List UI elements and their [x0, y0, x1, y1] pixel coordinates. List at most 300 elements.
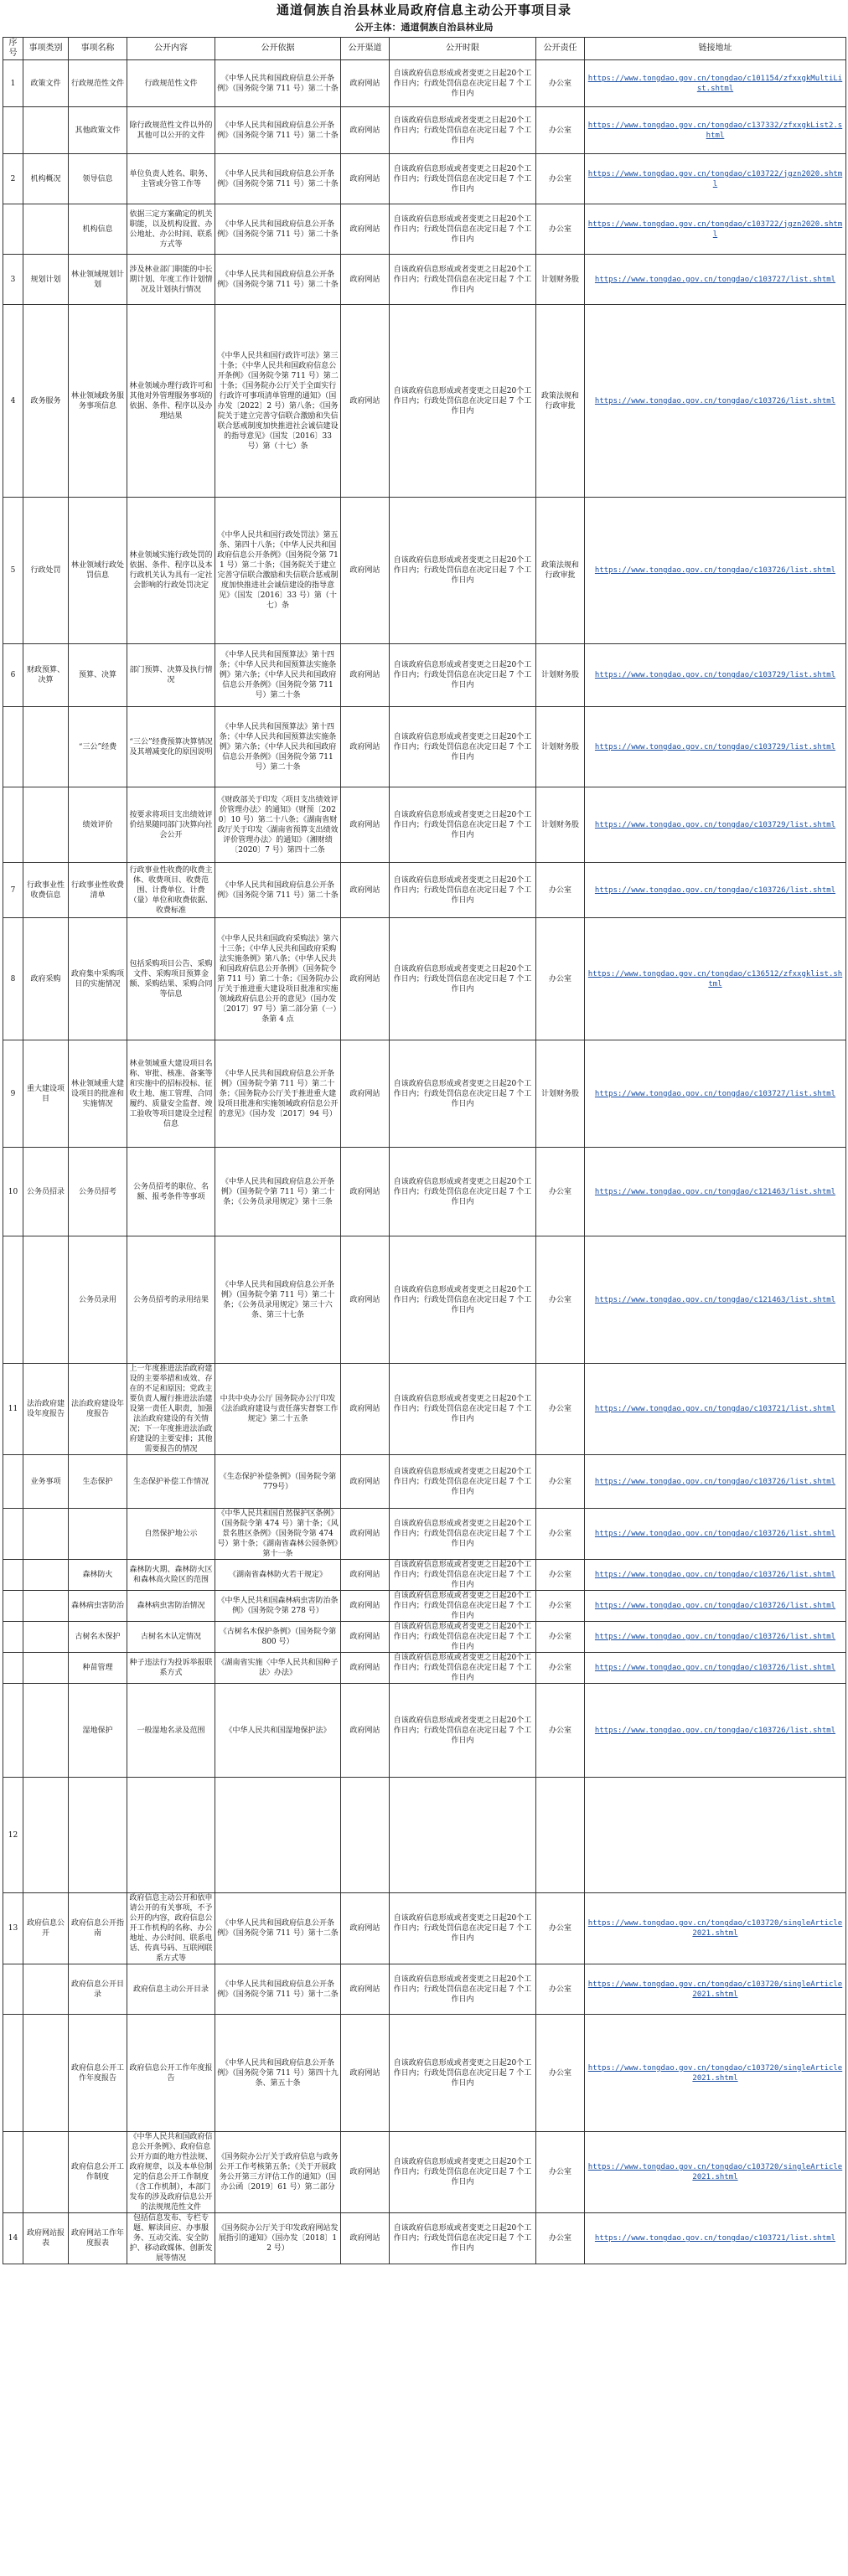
time-limit-cell: 自该政府信息形成或者变更之日起20个工作日内；行政处罚信息在决定日起 7 个工作日内: [390, 1684, 536, 1778]
row-number: 9: [3, 1040, 23, 1148]
link-cell[interactable]: https://www.tongdao.gov.cn/tongdao/c103729/list.shtml: [585, 787, 846, 863]
content-cell: 包括采购项目公告、采购文件、采购项目预算金额、采购结果、采购合同等信息: [127, 918, 215, 1040]
row-number: [3, 1560, 23, 1591]
link-cell[interactable]: https://www.tongdao.gov.cn/tongdao/c103726/list.shtml: [585, 1653, 846, 1684]
link-cell[interactable]: https://www.tongdao.gov.cn/tongdao/c103726/list.shtml: [585, 1455, 846, 1509]
time-limit-cell: 自该政府信息形成或者变更之日起20个工作日内；行政处罚信息在决定日起 7 个工作日内: [390, 2132, 536, 2213]
content-cell: 种子违法行为投诉举报联系方式: [127, 1653, 215, 1684]
responsibility-cell: 办公室: [536, 60, 585, 107]
basis-cell: 《中华人民共和国森林病虫害防治条例》（国务院令第 278 号）: [215, 1591, 341, 1622]
row-number: 13: [3, 1893, 23, 1964]
time-limit-cell: 自该政府信息形成或者变更之日起20个工作日内；行政处罚信息在决定日起 7 个工作日内: [390, 305, 536, 498]
category-cell: [23, 1778, 69, 1893]
column-header: 公开责任: [536, 38, 585, 60]
category-cell: [23, 1591, 69, 1622]
time-limit-cell: 自该政府信息形成或者变更之日起20个工作日内；行政处罚信息在决定日起 7 个工作日内: [390, 60, 536, 107]
row-number: [3, 1236, 23, 1364]
category-cell: [23, 1622, 69, 1653]
channel-cell: 政府网站: [341, 1653, 390, 1684]
page-title: 通道侗族自治县林业局政府信息主动公开事项目录: [276, 3, 571, 18]
row-number: 12: [3, 1778, 23, 1893]
item-name-cell: 行政事业性收费清单: [69, 863, 127, 918]
time-limit-cell: 自该政府信息形成或者变更之日起20个工作日内；行政处罚信息在决定日起 7 个工作日内: [390, 1964, 536, 2015]
content-cell: 行政规范性文件: [127, 60, 215, 107]
row-number: 11: [3, 1364, 23, 1455]
category-cell: 行政事业性收费信息: [23, 863, 69, 918]
time-limit-cell: 自该政府信息形成或者变更之日起20个工作日内；行政处罚信息在决定日起 7 个工作日内: [390, 863, 536, 918]
responsibility-cell: 政策法规和行政审批: [536, 305, 585, 498]
row-number: 6: [3, 644, 23, 707]
category-cell: 公务员招录: [23, 1148, 69, 1236]
item-name-cell: 森林防火: [69, 1560, 127, 1591]
time-limit-cell: 自该政府信息形成或者变更之日起20个工作日内；行政处罚信息在决定日起 7 个工作日内: [390, 644, 536, 707]
table-row: [3, 1591, 846, 1622]
row-number: 14: [3, 2213, 23, 2264]
category-cell: 法治政府建设年度报告: [23, 1364, 69, 1455]
row-number: 10: [3, 1148, 23, 1236]
item-name-cell: 古树名木保护: [69, 1622, 127, 1653]
responsibility-cell: 计划财务股: [536, 644, 585, 707]
row-number: [3, 1684, 23, 1778]
responsibility-cell: 办公室: [536, 154, 585, 204]
category-cell: [23, 1509, 69, 1560]
table-row: [3, 1778, 846, 1893]
channel-cell: [341, 1778, 390, 1893]
responsibility-cell: 办公室: [536, 1684, 585, 1778]
category-cell: [23, 107, 69, 154]
link-cell[interactable]: https://www.tongdao.gov.cn/tongdao/c103721/list.shtml: [585, 1364, 846, 1455]
category-cell: [23, 2015, 69, 2132]
link-cell[interactable]: https://www.tongdao.gov.cn/tongdao/c103726/list.shtml: [585, 1622, 846, 1653]
channel-cell: 政府网站: [341, 2132, 390, 2213]
content-cell: 林业领域实施行政处罚的依据、条件、程序以及本行政机关认为具有一定社会影响的行政处罚决定: [127, 498, 215, 644]
responsibility-cell: 办公室: [536, 2015, 585, 2132]
time-limit-cell: [390, 1778, 536, 1893]
channel-cell: 政府网站: [341, 60, 390, 107]
link-cell[interactable]: https://www.tongdao.gov.cn/tongdao/c121463/list.shtml: [585, 1236, 846, 1364]
basis-cell: 《中华人民共和国自然保护区条例》（国务院令第 474 号）第十条；《风景名胜区条例》（国务院令第 474 号）第十条；《湖南省森林公园条例》第十一条: [215, 1509, 341, 1560]
row-number: [3, 1964, 23, 2015]
content-cell: [127, 1778, 215, 1893]
channel-cell: 政府网站: [341, 1622, 390, 1653]
basis-cell: [215, 1778, 341, 1893]
content-cell: 上一年度推进法治政府建设的主要举措和成效、存在的不足和原因；党政主要负责人履行推进法治建设第一责任人职责，加强法治政府建设的有关情况；下一年度推进法治政府建设的主要安排；其他需要报告的情况: [127, 1364, 215, 1455]
content-cell: “三公”经费预算决算情况及其增减变化的原因说明: [127, 707, 215, 787]
table-row: [3, 1455, 846, 1509]
basis-cell: 《古树名木保护条例》（国务院令第 800 号）: [215, 1622, 341, 1653]
table-row: [3, 2132, 846, 2213]
time-limit-cell: 自该政府信息形成或者变更之日起20个工作日内；行政处罚信息在决定日起 7 个工作日内: [390, 1893, 536, 1964]
item-name-cell: 其他政策文件: [69, 107, 127, 154]
category-cell: 财政预算、决算: [23, 644, 69, 707]
time-limit-cell: 自该政府信息形成或者变更之日起20个工作日内；行政处罚信息在决定日起 7 个工作日内: [390, 204, 536, 255]
item-name-cell: [69, 1509, 127, 1560]
content-cell: 包括信息发布、专栏专题、解读回应、办事服务、互动交流、安全防护、移动政媒体、创新发展等情况: [127, 2213, 215, 2264]
channel-cell: 政府网站: [341, 863, 390, 918]
item-name-cell: 行政规范性文件: [69, 60, 127, 107]
responsibility-cell: 办公室: [536, 2132, 585, 2213]
responsibility-cell: 办公室: [536, 1364, 585, 1455]
item-name-cell: 政府信息公开目录: [69, 1964, 127, 2015]
row-number: 8: [3, 918, 23, 1040]
basis-cell: 《中华人民共和国政府信息公开条例》（国务院令第 711 号）第十二条: [215, 1893, 341, 1964]
item-name-cell: 公务员招考: [69, 1148, 127, 1236]
table-row: [3, 60, 846, 107]
channel-cell: 政府网站: [341, 1684, 390, 1778]
content-cell: 《中华人民共和国政府信息公开条例》、政府信息公开方面的地方性法规、政府规章，以及本单位制定的信息公开工作制度（含工作机制），本部门发布的涉及政府信息公开的法规规范性文件: [127, 2132, 215, 2213]
responsibility-cell: 政策法规和行政审批: [536, 498, 585, 644]
link-cell[interactable]: https://www.tongdao.gov.cn/tongdao/c103722/jgzn2020.shtml: [585, 204, 846, 255]
basis-cell: 《中华人民共和国政府采购法》第六十三条；《中华人民共和国政府采购法实施条例》第八条；《中华人民共和国政府信息公开条例》（国务院令第 711 号）第二十条；《国务院办公厅关于推进重大建设项目批准和实施领域政府信息公开的意见》（国办发〔2017〕97 号）第二部分第（一）条第 4 点: [215, 918, 341, 1040]
time-limit-cell: 自该政府信息形成或者变更之日起20个工作日内；行政处罚信息在决定日起 7 个工作日内: [390, 1509, 536, 1560]
column-header: 链接地址: [585, 38, 846, 60]
table-row: [3, 1148, 846, 1236]
basis-cell: 《中华人民共和国政府信息公开条例》（国务院令第 711 号）第二十条: [215, 204, 341, 255]
link-cell[interactable]: https://www.tongdao.gov.cn/tongdao/c103727/list.shtml: [585, 255, 846, 305]
channel-cell: 政府网站: [341, 2015, 390, 2132]
basis-cell: 《中华人民共和国政府信息公开条例》（国务院令第 711 号）第二十条: [215, 255, 341, 305]
item-name-cell: 湿地保护: [69, 1684, 127, 1778]
link-cell[interactable]: https://www.tongdao.gov.cn/tongdao/c103720/singleArticle2021.shtml: [585, 2015, 846, 2132]
category-cell: [23, 204, 69, 255]
responsibility-cell: [536, 1778, 585, 1893]
basis-cell: 《中华人民共和国政府信息公开条例》（国务院令第 711 号）第十二条: [215, 1964, 341, 2015]
category-cell: 重大建设项目: [23, 1040, 69, 1148]
time-limit-cell: 自该政府信息形成或者变更之日起20个工作日内；行政处罚信息在决定日起 7 个工作日内: [390, 1040, 536, 1148]
time-limit-cell: 自该政府信息形成或者变更之日起20个工作日内；行政处罚信息在决定日起 7 个工作日内: [390, 1653, 536, 1684]
time-limit-cell: 自该政府信息形成或者变更之日起20个工作日内；行政处罚信息在决定日起 7 个工作日内: [390, 1455, 536, 1509]
basis-cell: 中共中央办公厅 国务院办公厅印发《法治政府建设与责任落实督察工作规定》第二十五条: [215, 1364, 341, 1455]
responsibility-cell: 办公室: [536, 1893, 585, 1964]
content-cell: 除行政规范性文件以外的其他可以公开的文件: [127, 107, 215, 154]
time-limit-cell: 自该政府信息形成或者变更之日起20个工作日内；行政处罚信息在决定日起 7 个工作日内: [390, 918, 536, 1040]
responsibility-cell: 办公室: [536, 1560, 585, 1591]
table-row: [3, 1653, 846, 1684]
channel-cell: 政府网站: [341, 1236, 390, 1364]
column-header: 公开内容: [127, 38, 215, 60]
row-number: 3: [3, 255, 23, 305]
column-header: 公开时限: [390, 38, 536, 60]
row-number: 1: [3, 60, 23, 107]
link-cell[interactable]: https://www.tongdao.gov.cn/tongdao/c121463/list.shtml: [585, 1148, 846, 1236]
responsibility-cell: 办公室: [536, 863, 585, 918]
content-cell: 部门预算、决算及执行情况: [127, 644, 215, 707]
channel-cell: 政府网站: [341, 107, 390, 154]
link-cell[interactable]: https://www.tongdao.gov.cn/tongdao/c103720/singleArticle2021.shtml: [585, 1964, 846, 2015]
item-name-cell: 法治政府建设年度报告: [69, 1364, 127, 1455]
category-cell: [23, 2132, 69, 2213]
category-cell: 规划计划: [23, 255, 69, 305]
basis-cell: 《中华人民共和国预算法》第十四条；《中华人民共和国预算法实施条例》第六条；《中华人民共和国政府信息公开条例》（国务院令第 711 号）第二十条: [215, 644, 341, 707]
table-row: [3, 787, 846, 863]
table-row: [3, 255, 846, 305]
responsibility-cell: 办公室: [536, 1964, 585, 2015]
table-row: [3, 204, 846, 255]
column-header: 事项名称: [69, 38, 127, 60]
table-row: [3, 154, 846, 204]
row-number: [3, 1509, 23, 1560]
channel-cell: 政府网站: [341, 1040, 390, 1148]
content-cell: 按要求将项目支出绩效评价结果随同部门决算向社会公开: [127, 787, 215, 863]
table-row: [3, 918, 846, 1040]
link-cell[interactable]: https://www.tongdao.gov.cn/tongdao/c103720/singleArticle2021.shtml: [585, 1893, 846, 1964]
time-limit-cell: 自该政府信息形成或者变更之日起20个工作日内；行政处罚信息在决定日起 7 个工作日内: [390, 2213, 536, 2264]
column-header: 事项类别: [23, 38, 69, 60]
row-number: [3, 787, 23, 863]
table-row: [3, 498, 846, 644]
content-cell: 自然保护地公示: [127, 1509, 215, 1560]
item-name-cell: 预算、决算: [69, 644, 127, 707]
table-row: [3, 2213, 846, 2264]
basis-cell: 《中华人民共和国政府信息公开条例》（国务院令第 711 号）第二十条；《公务员录用规定》第三十六条、第三十七条: [215, 1236, 341, 1364]
content-cell: 生态保护补偿工作情况: [127, 1455, 215, 1509]
channel-cell: 政府网站: [341, 154, 390, 204]
row-number: [3, 2015, 23, 2132]
category-cell: [23, 1684, 69, 1778]
item-name-cell: 政府网站工作年度报表: [69, 2213, 127, 2264]
link-cell[interactable]: https://www.tongdao.gov.cn/tongdao/c103726/list.shtml: [585, 305, 846, 498]
time-limit-cell: 自该政府信息形成或者变更之日起20个工作日内；行政处罚信息在决定日起 7 个工作日内: [390, 107, 536, 154]
link-cell[interactable]: https://www.tongdao.gov.cn/tongdao/c103729/list.shtml: [585, 707, 846, 787]
table-row: [3, 1964, 846, 2015]
content-cell: 森林防火期、森林防火区和森林高火险区的范围: [127, 1560, 215, 1591]
channel-cell: 政府网站: [341, 204, 390, 255]
link-cell[interactable]: https://www.tongdao.gov.cn/tongdao/c103726/list.shtml: [585, 1509, 846, 1560]
channel-cell: 政府网站: [341, 1509, 390, 1560]
table-row: [3, 1236, 846, 1364]
time-limit-cell: 自该政府信息形成或者变更之日起20个工作日内；行政处罚信息在决定日起 7 个工作日内: [390, 1148, 536, 1236]
row-number: 2: [3, 154, 23, 204]
item-name-cell: “三公”经费: [69, 707, 127, 787]
link-cell[interactable]: https://www.tongdao.gov.cn/tongdao/c103726/list.shtml: [585, 1591, 846, 1622]
link-cell[interactable]: https://www.tongdao.gov.cn/tongdao/c101154/zfxxgkMultiList.shtml: [585, 60, 846, 107]
time-limit-cell: 自该政府信息形成或者变更之日起20个工作日内；行政处罚信息在决定日起 7 个工作日内: [390, 1622, 536, 1653]
basis-cell: 《中华人民共和国政府信息公开条例》（国务院令第 711 号）第二十条: [215, 863, 341, 918]
basis-cell: 《中华人民共和国政府信息公开条例》（国务院令第 711 号）第二十条；《国务院办公厅关于推进重大建设项目批准和实施领域政府信息公开的意见》（国办发〔2017〕94 号）: [215, 1040, 341, 1148]
channel-cell: 政府网站: [341, 1893, 390, 1964]
table-row: [3, 1509, 846, 1560]
responsibility-cell: 办公室: [536, 204, 585, 255]
content-cell: 政府信息公开工作年度报告: [127, 2015, 215, 2132]
time-limit-cell: 自该政府信息形成或者变更之日起20个工作日内；行政处罚信息在决定日起 7 个工作日内: [390, 707, 536, 787]
responsibility-cell: 计划财务股: [536, 255, 585, 305]
time-limit-cell: 自该政府信息形成或者变更之日起20个工作日内；行政处罚信息在决定日起 7 个工作日内: [390, 1364, 536, 1455]
table-row: [3, 644, 846, 707]
channel-cell: 政府网站: [341, 498, 390, 644]
table-row: [3, 1622, 846, 1653]
category-cell: [23, 1964, 69, 2015]
channel-cell: 政府网站: [341, 918, 390, 1040]
table-row: [3, 107, 846, 154]
row-number: [3, 107, 23, 154]
category-cell: [23, 1560, 69, 1591]
content-cell: 行政事业性收费的收费主体、收费项目、收费范围、计费单位、计费（量）单位和收费依据、收费标准: [127, 863, 215, 918]
item-name-cell: 政府集中采购项目的实施情况: [69, 918, 127, 1040]
basis-cell: 《国务院办公厅关于印发政府网站发展指引的通知》（国办发〔2018〕12 号）: [215, 2213, 341, 2264]
responsibility-cell: 办公室: [536, 1622, 585, 1653]
content-cell: 公务员招考的录用结果: [127, 1236, 215, 1364]
channel-cell: 政府网站: [341, 2213, 390, 2264]
item-name-cell: 政府信息公开指南: [69, 1893, 127, 1964]
basis-cell: 《中华人民共和国预算法》第十四条；《中华人民共和国预算法实施条例》第六条；《中华人民共和国政府信息公开条例》（国务院令第 711 号）第二十条: [215, 707, 341, 787]
column-header: 公开渠道: [341, 38, 390, 60]
category-cell: [23, 707, 69, 787]
channel-cell: 政府网站: [341, 787, 390, 863]
basis-cell: 《财政部关于印发〈项目支出绩效评价管理办法〉的通知》（财预〔2020〕10 号）第二十八条；《湖南省财政厅关于印发〈湖南省预算支出绩效评价管理办法〉的通知》（湘财绩〔2020〕7 号）第四十二条: [215, 787, 341, 863]
responsibility-cell: 办公室: [536, 1653, 585, 1684]
channel-cell: 政府网站: [341, 644, 390, 707]
category-cell: [23, 787, 69, 863]
responsibility-cell: 计划财务股: [536, 787, 585, 863]
link-cell[interactable]: https://www.tongdao.gov.cn/tongdao/c103726/list.shtml: [585, 1684, 846, 1778]
item-name-cell: 林业领域行政处罚信息: [69, 498, 127, 644]
content-cell: 森林病虫害防治情况: [127, 1591, 215, 1622]
row-number: [3, 1653, 23, 1684]
link-cell[interactable]: https://www.tongdao.gov.cn/tongdao/c136512/zfxxgklist.shtml: [585, 918, 846, 1040]
item-name-cell: 林业领域政务服务事项信息: [69, 305, 127, 498]
row-number: [3, 1622, 23, 1653]
category-cell: 政府网站报表: [23, 2213, 69, 2264]
channel-cell: 政府网站: [341, 255, 390, 305]
category-cell: [23, 1653, 69, 1684]
basis-cell: 《中华人民共和国政府信息公开条例》（国务院令第 711 号）第二十条: [215, 107, 341, 154]
item-name-cell: 绩效评价: [69, 787, 127, 863]
row-number: 5: [3, 498, 23, 644]
category-cell: 业务事项: [23, 1455, 69, 1509]
table-row: [3, 1560, 846, 1591]
channel-cell: 政府网站: [341, 305, 390, 498]
column-header: 序号: [3, 38, 23, 60]
page-subtitle: 公开主体：通道侗族自治县林业局: [354, 22, 494, 33]
row-number: 7: [3, 863, 23, 918]
time-limit-cell: 自该政府信息形成或者变更之日起20个工作日内；行政处罚信息在决定日起 7 个工作日内: [390, 2015, 536, 2132]
item-name-cell: [69, 1778, 127, 1893]
item-name-cell: 领导信息: [69, 154, 127, 204]
time-limit-cell: 自该政府信息形成或者变更之日起20个工作日内；行政处罚信息在决定日起 7 个工作日内: [390, 1560, 536, 1591]
basis-cell: 《湖南省森林防火若干规定》: [215, 1560, 341, 1591]
item-name-cell: 林业领域规划计划: [69, 255, 127, 305]
table-header-row: [3, 38, 846, 60]
basis-cell: 《湖南省实施〈中华人民共和国种子法〉办法》: [215, 1653, 341, 1684]
basis-cell: 《中华人民共和国政府信息公开条例》（国务院令第 711 号）第二十条；《公务员录用规定》第十三条: [215, 1148, 341, 1236]
table-row: [3, 1364, 846, 1455]
link-cell[interactable]: https://www.tongdao.gov.cn/tongdao/c137332/zfxxgkList2.shtml: [585, 107, 846, 154]
channel-cell: 政府网站: [341, 1964, 390, 2015]
row-number: [3, 204, 23, 255]
table-row: [3, 707, 846, 787]
channel-cell: 政府网站: [341, 1148, 390, 1236]
content-cell: 政府信息主动公开目录: [127, 1964, 215, 2015]
content-cell: 公务员招考的职位、名额、报考条件等事项: [127, 1148, 215, 1236]
link-cell[interactable]: https://www.tongdao.gov.cn/tongdao/c103729/list.shtml: [585, 644, 846, 707]
channel-cell: 政府网站: [341, 1455, 390, 1509]
item-name-cell: 公务员录用: [69, 1236, 127, 1364]
content-cell: 一般湿地名录及范围: [127, 1684, 215, 1778]
row-number: [3, 2132, 23, 2213]
category-cell: 机构概况: [23, 154, 69, 204]
responsibility-cell: 办公室: [536, 918, 585, 1040]
responsibility-cell: 计划财务股: [536, 707, 585, 787]
item-name-cell: 政府信息公开工作制度: [69, 2132, 127, 2213]
item-name-cell: 种苗管理: [69, 1653, 127, 1684]
link-cell[interactable]: https://www.tongdao.gov.cn/tongdao/c103726/list.shtml: [585, 1560, 846, 1591]
link-cell[interactable]: https://www.tongdao.gov.cn/tongdao/c103726/list.shtml: [585, 863, 846, 918]
link-cell[interactable]: [585, 1778, 846, 1893]
link-cell[interactable]: https://www.tongdao.gov.cn/tongdao/c103727/list.shtml: [585, 1040, 846, 1148]
content-cell: 单位负责人姓名、职务、主管或分管工作等: [127, 154, 215, 204]
item-name-cell: 政府信息公开工作年度报告: [69, 2015, 127, 2132]
responsibility-cell: 办公室: [536, 1455, 585, 1509]
responsibility-cell: 办公室: [536, 2213, 585, 2264]
category-cell: [23, 1236, 69, 1364]
link-cell[interactable]: https://www.tongdao.gov.cn/tongdao/c103720/singleArticle2021.shtml: [585, 2132, 846, 2213]
responsibility-cell: 计划财务股: [536, 1040, 585, 1148]
content-cell: 古树名木认定情况: [127, 1622, 215, 1653]
basis-cell: 《国务院办公厅关于政府信息与政务公开工作考核第五条；《关于开展政务公开第三方评估工作的通知》（国办公函〔2019〕61 号）第二部分: [215, 2132, 341, 2213]
table-row: [3, 863, 846, 918]
link-cell[interactable]: https://www.tongdao.gov.cn/tongdao/c103721/list.shtml: [585, 2213, 846, 2264]
link-cell[interactable]: https://www.tongdao.gov.cn/tongdao/c103726/list.shtml: [585, 498, 846, 644]
content-cell: 政府信息主动公开和依申请公开的有关事项，不予公开的内容，政府信息公开工作机构的名称、办公地址、办公时间、联系电话、传真号码、互联网联系方式等: [127, 1893, 215, 1964]
channel-cell: 政府网站: [341, 707, 390, 787]
responsibility-cell: 办公室: [536, 1591, 585, 1622]
channel-cell: 政府网站: [341, 1560, 390, 1591]
content-cell: 林业领域重大建设项目名称、审批、核准、备案等和实施中的招标投标、征收土地、施工管理、合同履约、质量安全监督、竣工验收等项目建设全过程信息: [127, 1040, 215, 1148]
table-row: [3, 305, 846, 498]
basis-cell: 《生态保护补偿条例》（国务院令第 779号）: [215, 1455, 341, 1509]
content-cell: 林业领域办理行政许可和其他对外管理服务事项的依据、条件、程序以及办理结果: [127, 305, 215, 498]
time-limit-cell: 自该政府信息形成或者变更之日起20个工作日内；行政处罚信息在决定日起 7 个工作日内: [390, 255, 536, 305]
link-cell[interactable]: https://www.tongdao.gov.cn/tongdao/c103722/jgzn2020.shtml: [585, 154, 846, 204]
row-number: [3, 1591, 23, 1622]
time-limit-cell: 自该政府信息形成或者变更之日起20个工作日内；行政处罚信息在决定日起 7 个工作日内: [390, 787, 536, 863]
item-name-cell: 生态保护: [69, 1455, 127, 1509]
category-cell: 政务服务: [23, 305, 69, 498]
time-limit-cell: 自该政府信息形成或者变更之日起20个工作日内；行政处罚信息在决定日起 7 个工作日内: [390, 1591, 536, 1622]
basis-cell: 《中华人民共和国政府信息公开条例》（国务院令第 711 号）第二十条: [215, 60, 341, 107]
basis-cell: 《中华人民共和国政府信息公开条例》（国务院令第 711 号）第二十条: [215, 154, 341, 204]
responsibility-cell: 办公室: [536, 107, 585, 154]
responsibility-cell: 办公室: [536, 1148, 585, 1236]
content-cell: 依据三定方案确定的机关职能，以及机构设置、办公地址、办公时间、联系方式等: [127, 204, 215, 255]
content-cell: 涉及林业部门职能的中长期计划、年度工作计划情况及计划执行情况: [127, 255, 215, 305]
catalog-table: [3, 37, 846, 2264]
row-number: 4: [3, 305, 23, 498]
basis-cell: 《中华人民共和国政府信息公开条例》（国务院令第 711 号）第四十九条、第五十条: [215, 2015, 341, 2132]
category-cell: 政府信息公开: [23, 1893, 69, 1964]
time-limit-cell: 自该政府信息形成或者变更之日起20个工作日内；行政处罚信息在决定日起 7 个工作日内: [390, 498, 536, 644]
time-limit-cell: 自该政府信息形成或者变更之日起20个工作日内；行政处罚信息在决定日起 7 个工作日内: [390, 1236, 536, 1364]
table-row: [3, 1893, 846, 1964]
basis-cell: 《中华人民共和国行政处罚法》第五条、第四十八条；《中华人民共和国政府信息公开条例》（国务院令第 711 号）第二十条；《国务院关于建立完善守信联合激励和失信联合惩戒制度加快推进社会诚信建设的指导意见》（国发〔2016〕33 号）第（十七）条: [215, 498, 341, 644]
category-cell: 政策文件: [23, 60, 69, 107]
channel-cell: 政府网站: [341, 1364, 390, 1455]
basis-cell: 《中华人民共和国湿地保护法》: [215, 1684, 341, 1778]
item-name-cell: 林业领域重大建设项目的批准和实施情况: [69, 1040, 127, 1148]
table-row: [3, 1040, 846, 1148]
time-limit-cell: 自该政府信息形成或者变更之日起20个工作日内；行政处罚信息在决定日起 7 个工作日内: [390, 154, 536, 204]
channel-cell: 政府网站: [341, 1591, 390, 1622]
category-cell: 行政处罚: [23, 498, 69, 644]
table-row: [3, 1684, 846, 1778]
row-number: [3, 707, 23, 787]
responsibility-cell: 办公室: [536, 1236, 585, 1364]
column-header: 公开依据: [215, 38, 341, 60]
basis-cell: 《中华人民共和国行政许可法》第三十条；《中华人民共和国政府信息公开条例》（国务院令第 711 号）第二十条；《国务院办公厅关于全面实行行政许可事项清单管理的通知》（国办发〔2022〕2 号）第八条；《国务院关于建立完善守信联合激励和失信联合惩戒制度加快推进社会诚信建设的指导意见》（国发〔2016〕33 号）第（十七）条: [215, 305, 341, 498]
responsibility-cell: 办公室: [536, 1509, 585, 1560]
item-name-cell: 机构信息: [69, 204, 127, 255]
category-cell: 政府采购: [23, 918, 69, 1040]
